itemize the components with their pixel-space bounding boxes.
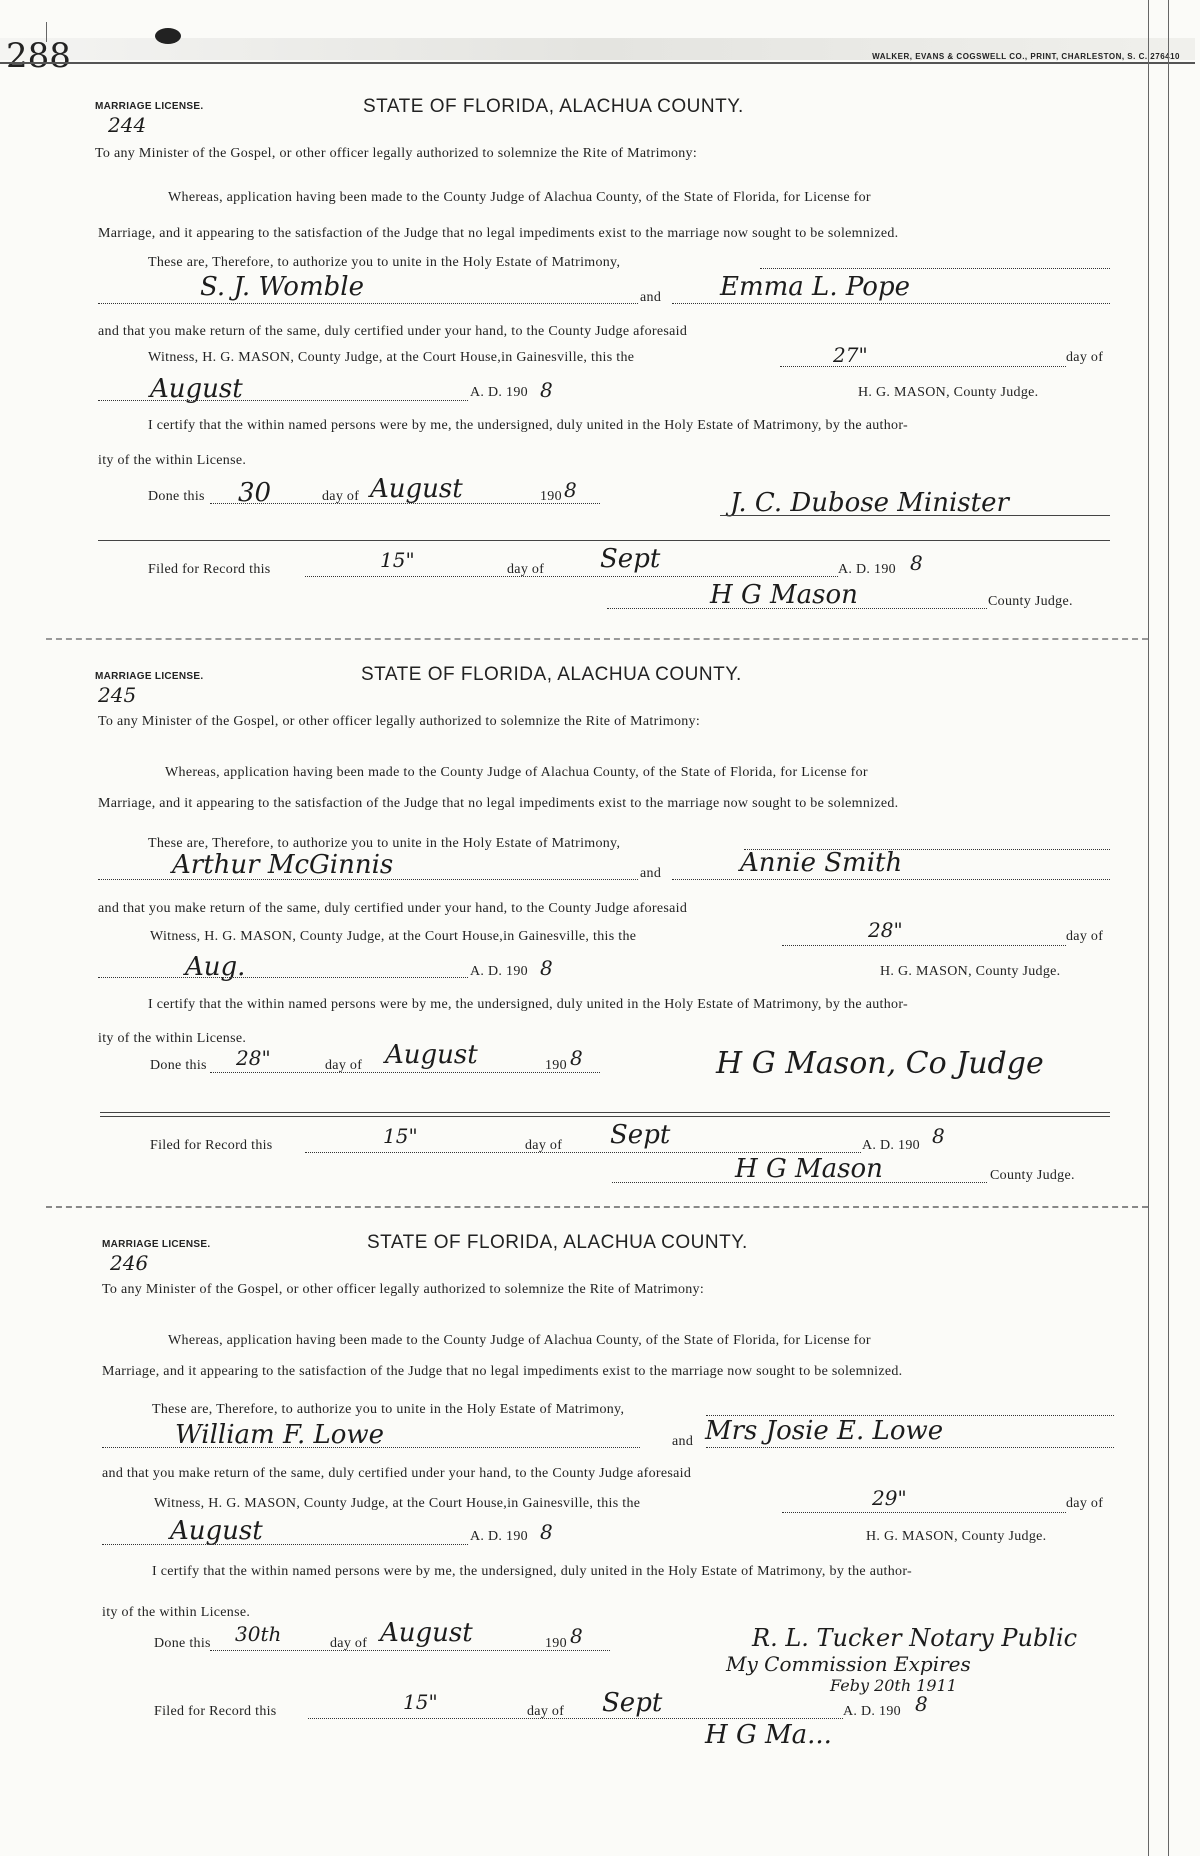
done-this-label: Done this <box>148 489 205 504</box>
to-any-line: To any Minister of the Gospel, or other officer legally authorized to solemnize the Rite of Matrimony: <box>95 146 698 161</box>
witness-year: 8 <box>540 1520 553 1544</box>
whereas-line: Whereas, application having been made to the County Judge of Alachua County, of the State of Florida, for License for <box>168 190 871 205</box>
filed-year: 8 <box>915 1692 928 1716</box>
ink-blot <box>155 28 181 44</box>
witness-line: Witness, H. G. MASON, County Judge, at the Court House,in Gainesville, this the <box>148 350 635 365</box>
dotted-rule <box>607 608 987 609</box>
dotted-rule <box>210 1072 600 1073</box>
commission-date: Feby 20th 1911 <box>830 1676 957 1695</box>
marriage-line: Marriage, and it appearing to the satisfaction of the Judge that no legal impediments exist to the marriage now sought to be solemnized. <box>98 796 899 811</box>
filed-by-signature: H G Ma... <box>705 1720 832 1750</box>
groom-name: Arthur McGinnis <box>172 850 394 880</box>
done-day: 30 <box>238 478 272 508</box>
license-label: MARRIAGE LICENSE. <box>102 1239 211 1250</box>
done-month: August <box>385 1040 478 1070</box>
license-number: 244 <box>108 113 147 137</box>
and-word: and <box>640 866 662 881</box>
filed-label: Filed for Record this <box>150 1138 273 1153</box>
certify-line: I certify that the within named persons were by me, the undersigned, duly united in the Holy Estate of Matrimony, by the author- <box>148 997 908 1012</box>
day-of-word: day of <box>1066 1496 1104 1511</box>
county-judge-label: County Judge. <box>988 594 1073 609</box>
ad-label: A. D. 190 <box>470 964 528 979</box>
dotted-rule <box>98 977 468 978</box>
filed-day: 15" <box>380 548 415 572</box>
license-number: 245 <box>98 683 137 707</box>
dotted-rule <box>305 576 838 577</box>
officiant-signature: H G Mason, Co Judge <box>716 1046 1044 1081</box>
and-word: and <box>640 290 662 305</box>
done-month: August <box>380 1618 473 1648</box>
filed-month: Sept <box>600 544 661 574</box>
these-are-line: These are, Therefore, to authorize you to unite in the Holy Estate of Matrimony, <box>148 255 621 270</box>
dotted-rule <box>672 879 1110 880</box>
marriage-line: Marriage, and it appearing to the satisfaction of the Judge that no legal impediments exist to the marriage now sought to be solemnized. <box>102 1364 903 1379</box>
filed-year: 8 <box>910 551 923 575</box>
ad-label: A. D. 190 <box>862 1138 920 1153</box>
right-margin-rule <box>1148 0 1149 1856</box>
dotted-rule <box>98 400 468 401</box>
witness-line: Witness, H. G. MASON, County Judge, at the Court House,in Gainesville, this the <box>150 929 637 944</box>
filed-day: 15" <box>383 1124 418 1148</box>
day-of-word: day of <box>1066 929 1104 944</box>
filed-month: Sept <box>610 1120 671 1150</box>
witness-month: Aug. <box>185 952 246 982</box>
year-prefix: 190 <box>545 1636 567 1651</box>
license-label: MARRIAGE LICENSE. <box>95 671 204 682</box>
bride-name: Annie Smith <box>740 848 903 878</box>
dotted-rule <box>305 1152 861 1153</box>
solid-rule <box>98 540 1110 541</box>
dotted-rule <box>782 1512 1066 1513</box>
dotted-rule <box>98 879 638 880</box>
license-number: 246 <box>110 1251 149 1275</box>
day-of-label: day of <box>330 1636 368 1651</box>
state-heading: STATE OF FLORIDA, ALACHUA COUNTY. <box>361 664 742 685</box>
section-divider <box>46 638 1148 640</box>
officiant-signature: J. C. Dubose Minister <box>730 488 1009 518</box>
done-this-label: Done this <box>150 1058 207 1073</box>
officiant-note: My Commission Expires <box>726 1652 971 1676</box>
ity-line: ity of the within License. <box>98 453 247 468</box>
make-return-line: and that you make return of the same, duly certified under your hand, to the County Judge aforesaid <box>102 1466 692 1481</box>
ad-label: A. D. 190 <box>470 1529 528 1544</box>
witness-month: August <box>170 1516 263 1546</box>
officiant-signature: R. L. Tucker Notary Public <box>752 1624 1078 1652</box>
ity-line: ity of the within License. <box>98 1031 247 1046</box>
these-are-line: These are, Therefore, to authorize you to unite in the Holy Estate of Matrimony, <box>148 836 621 851</box>
dotted-rule <box>706 1447 1114 1448</box>
dotted-rule <box>782 945 1066 946</box>
filed-label: Filed for Record this <box>148 562 271 577</box>
filed-month: Sept <box>602 1688 663 1718</box>
ad-label: A. D. 190 <box>843 1704 901 1719</box>
bride-name: Mrs Josie E. Lowe <box>705 1416 944 1446</box>
day-of-word: day of <box>1066 350 1104 365</box>
done-year: 8 <box>570 1046 583 1070</box>
judge-signature: H. G. MASON, County Judge. <box>880 964 1061 979</box>
dotted-rule <box>98 303 638 304</box>
day-of-label: day of <box>527 1704 565 1719</box>
state-heading: STATE OF FLORIDA, ALACHUA COUNTY. <box>363 96 744 117</box>
these-are-line: These are, Therefore, to authorize you to unite in the Holy Estate of Matrimony, <box>152 1402 625 1417</box>
dotted-rule <box>210 1650 610 1651</box>
whereas-line: Whereas, application having been made to the County Judge of Alachua County, of the State of Florida, for License for <box>165 765 868 780</box>
certify-line: I certify that the within named persons were by me, the undersigned, duly united in the Holy Estate of Matrimony, by the author- <box>148 418 908 433</box>
section-divider <box>46 1206 1148 1208</box>
dotted-rule <box>210 503 600 504</box>
year-prefix: 190 <box>545 1058 567 1073</box>
day-of-label: day of <box>507 562 545 577</box>
state-heading: STATE OF FLORIDA, ALACHUA COUNTY. <box>367 1232 748 1253</box>
license-label: MARRIAGE LICENSE. <box>95 101 204 112</box>
county-judge-label: County Judge. <box>990 1168 1075 1183</box>
dotted-rule <box>308 1718 843 1719</box>
marriage-line: Marriage, and it appearing to the satisfaction of the Judge that no legal impediments exist to the marriage now sought to be solemnized. <box>98 226 899 241</box>
ity-line: ity of the within License. <box>102 1605 251 1620</box>
dotted-rule <box>780 366 1066 367</box>
filed-by-signature: H G Mason <box>710 580 858 610</box>
ad-label: A. D. 190 <box>838 562 896 577</box>
year-prefix: 190 <box>540 489 562 504</box>
to-any-line: To any Minister of the Gospel, or other officer legally authorized to solemnize the Rite of Matrimony: <box>98 714 701 729</box>
witness-line: Witness, H. G. MASON, County Judge, at the Court House,in Gainesville, this the <box>154 1496 641 1511</box>
filed-day: 15" <box>403 1690 438 1714</box>
page-number-tick <box>46 22 47 42</box>
done-year: 8 <box>564 478 577 502</box>
make-return-line: and that you make return of the same, duly certified under your hand, to the County Judge aforesaid <box>98 324 688 339</box>
day-of-label: day of <box>322 489 360 504</box>
solid-rule <box>100 1116 1110 1117</box>
bride-name: Emma L. Pope <box>720 272 910 302</box>
witness-day: 29" <box>872 1486 907 1510</box>
done-day: 28" <box>236 1046 271 1070</box>
witness-month: August <box>150 374 243 404</box>
judge-signature: H. G. MASON, County Judge. <box>866 1529 1047 1544</box>
done-this-label: Done this <box>154 1636 211 1651</box>
filed-by-signature: H G Mason <box>735 1154 883 1184</box>
filed-year: 8 <box>932 1124 945 1148</box>
done-year: 8 <box>570 1624 583 1648</box>
and-word: and <box>672 1434 694 1449</box>
done-month: August <box>370 474 463 504</box>
day-of-label: day of <box>325 1058 363 1073</box>
witness-year: 8 <box>540 956 553 980</box>
printer-imprint: WALKER, EVANS & COGSWELL CO., PRINT, CHARLESTON, S. C. 276410 <box>872 52 1180 61</box>
header-rule <box>0 62 1195 64</box>
dotted-rule <box>612 1182 987 1183</box>
solid-rule <box>100 1112 1110 1113</box>
make-return-line: and that you make return of the same, duly certified under your hand, to the County Judge aforesaid <box>98 901 688 916</box>
dotted-rule <box>760 268 1110 269</box>
certify-line: I certify that the within named persons were by me, the undersigned, duly united in the Holy Estate of Matrimony, by the author- <box>152 1564 912 1579</box>
dotted-rule <box>672 303 1110 304</box>
groom-name: William F. Lowe <box>175 1420 385 1450</box>
page-number: 288 <box>6 36 71 76</box>
filed-label: Filed for Record this <box>154 1704 277 1719</box>
witness-day: 28" <box>868 918 903 942</box>
witness-year: 8 <box>540 378 553 402</box>
dotted-rule <box>102 1447 640 1448</box>
judge-signature: H. G. MASON, County Judge. <box>858 385 1039 400</box>
done-day: 30th <box>235 1622 282 1646</box>
dotted-rule <box>102 1544 468 1545</box>
groom-name: S. J. Womble <box>200 272 364 302</box>
right-margin-rule-2 <box>1168 0 1169 1856</box>
ad-label: A. D. 190 <box>470 385 528 400</box>
to-any-line: To any Minister of the Gospel, or other officer legally authorized to solemnize the Rite of Matrimony: <box>102 1282 705 1297</box>
day-of-label: day of <box>525 1138 563 1153</box>
whereas-line: Whereas, application having been made to the County Judge of Alachua County, of the State of Florida, for License for <box>168 1333 871 1348</box>
signature-line <box>720 515 1110 516</box>
witness-day: 27" <box>833 343 868 367</box>
